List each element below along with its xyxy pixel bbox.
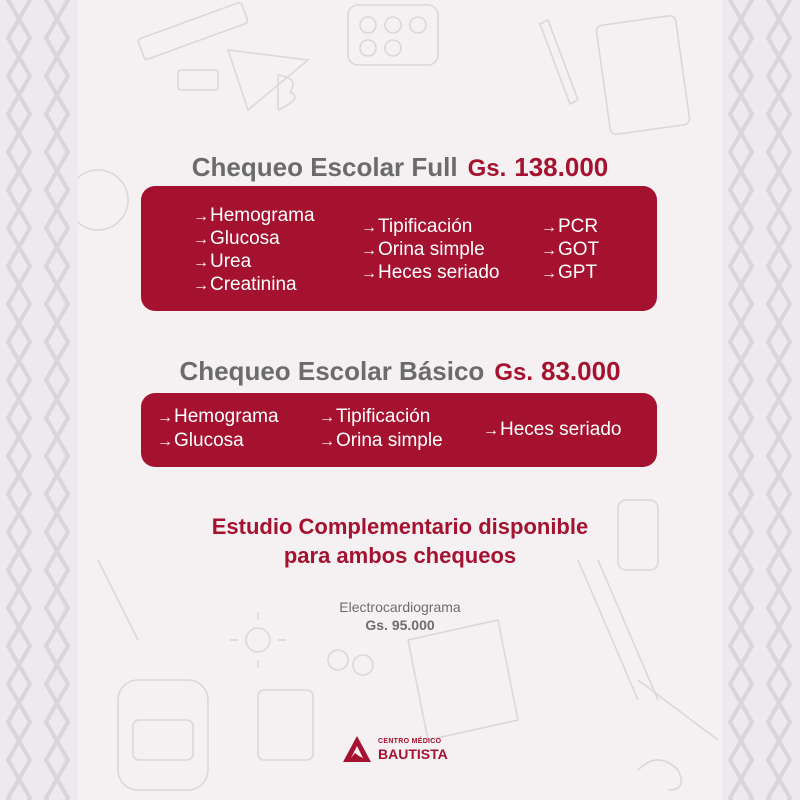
arrow-right-icon: → [193,277,209,294]
basic-tests-box [141,393,657,467]
full-item-creatinina: →Creatinina [193,274,297,295]
arrow-right-icon: → [193,231,209,248]
extra-study-price: Gs. 95.000 [365,617,435,633]
logo-triangle-icon [342,734,372,764]
full-item-glucosa: →Glucosa [193,228,280,249]
arrow-right-icon: → [157,433,173,450]
arrow-right-icon: → [319,409,335,426]
right-pattern-strip [722,0,800,800]
arrow-right-icon: → [157,409,173,426]
full-title-currency: Gs. [467,155,507,182]
basic-title-currency: Gs. [494,359,534,386]
arrow-right-icon: → [361,242,377,259]
arrow-right-icon: → [193,208,209,225]
full-tests-box [141,186,657,311]
arrow-right-icon: → [541,242,557,259]
arrow-right-icon: → [483,422,499,439]
brand-logo [342,734,462,766]
full-item-pcr: →PCR [541,216,599,237]
basic-title-price: 83.000 [541,356,621,386]
complement-line-2: para ambos chequeos [283,543,517,568]
arrow-right-icon: → [361,219,377,236]
full-title-price: 138.000 [514,152,609,182]
complement-heading [0,512,800,570]
logo-main-text: BAUTISTA [378,746,448,762]
full-item-got: →GOT [541,239,600,260]
complement-line-1: Estudio Complementario disponible [211,514,589,539]
full-item-heces: →Heces seriado [361,262,500,283]
arrow-right-icon: → [541,265,557,282]
basic-item-heces: →Heces seriado [483,419,622,440]
arrow-right-icon: → [319,433,335,450]
basic-item-orina: →Orina simple [319,430,443,451]
full-item-hemograma: →Hemograma [193,205,315,226]
extra-study-name: Electrocardiograma [339,599,461,615]
arrow-right-icon: → [193,254,209,271]
arrow-right-icon: → [361,265,377,282]
extra-study [0,599,800,633]
arrow-right-icon: → [541,219,557,236]
basic-title [0,356,800,387]
full-title-name: Chequeo Escolar Full [191,152,458,182]
logo-top-text: CENTRO MÉDICO [378,738,442,745]
full-item-orina: →Orina simple [361,239,485,260]
full-item-gpt: →GPT [541,262,598,283]
basic-item-hemograma: →Hemograma [157,406,279,427]
full-item-tipificacion: →Tipificación [361,216,473,237]
basic-title-name: Chequeo Escolar Básico [179,356,485,386]
full-item-urea: →Urea [193,251,252,272]
basic-item-tipificacion: →Tipificación [319,406,431,427]
basic-item-glucosa: →Glucosa [157,430,244,451]
left-pattern-strip [0,0,78,800]
full-title [0,152,800,183]
